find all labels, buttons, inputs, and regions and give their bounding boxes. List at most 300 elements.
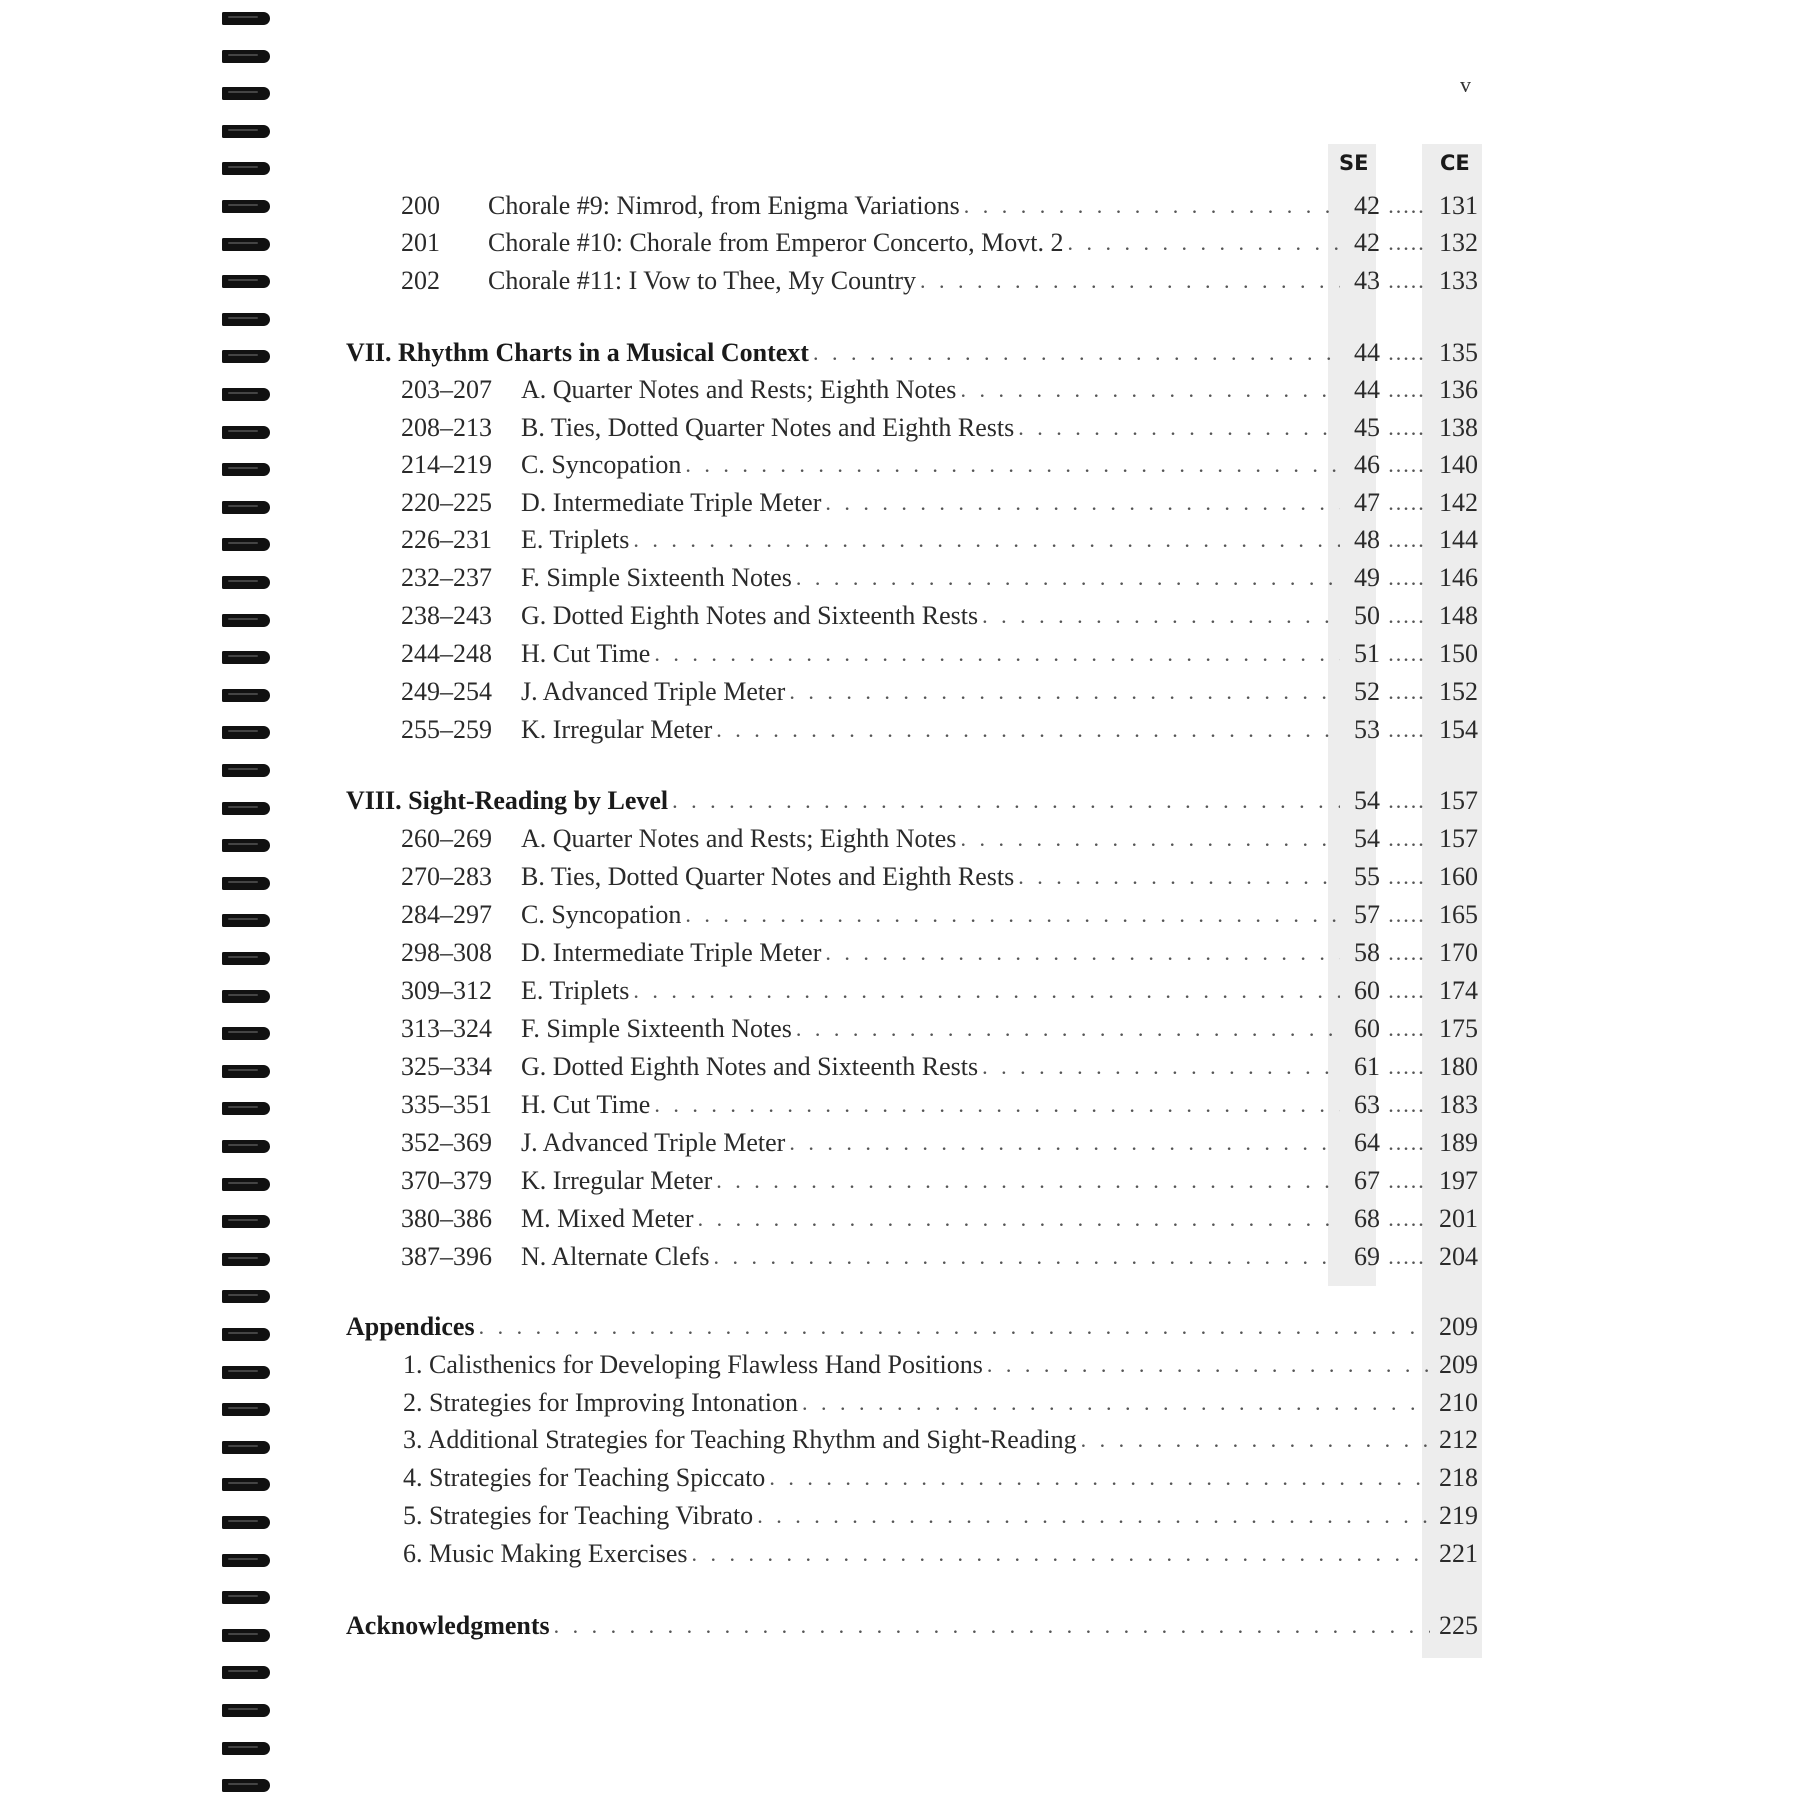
toc-entry-row <box>346 187 1478 225</box>
toc-entry-row <box>346 820 1478 858</box>
se-page: 48 <box>1354 525 1380 554</box>
entry-title: N. Alternate Clefs <box>521 1242 710 1271</box>
toc-entry-row <box>346 224 1478 262</box>
dot-leader <box>716 1162 1340 1200</box>
dot-leader <box>1018 409 1340 447</box>
binding-coil <box>222 350 270 363</box>
entry-title: 4. Strategies for Teaching Spiccato <box>403 1463 766 1492</box>
entry-title: J. Advanced Triple Meter <box>521 1128 786 1157</box>
section-title: Acknowledgments <box>346 1611 550 1640</box>
binding-coil <box>222 1704 270 1717</box>
dot-leader <box>825 484 1340 522</box>
entry-title: 1. Calisthenics for Developing Flawless Hand Positions <box>403 1350 983 1379</box>
entry-number: 220–225 <box>401 488 492 517</box>
entry-title: B. Ties, Dotted Quarter Notes and Eighth Rests <box>521 413 1015 442</box>
binding-coil <box>222 87 270 100</box>
se-page: 42 <box>1354 228 1380 257</box>
entry-line <box>488 224 1478 262</box>
dot-leader <box>796 559 1340 597</box>
entry-line <box>403 1459 1478 1497</box>
toc-entry-row <box>346 1346 1478 1384</box>
entry-title: B. Ties, Dotted Quarter Notes and Eighth Rests <box>521 862 1015 891</box>
entry-number: 255–259 <box>401 715 492 744</box>
entry-number: 284–297 <box>401 900 492 929</box>
entry-number: 352–369 <box>401 1128 492 1157</box>
toc-entry-row <box>346 896 1478 934</box>
dot-leader <box>654 635 1340 673</box>
binding-coil <box>222 1215 270 1228</box>
dot-leader <box>479 1308 1430 1346</box>
binding-coil <box>222 990 270 1003</box>
mid-dot-leader: ..... <box>1388 788 1426 813</box>
mid-dot-leader: ..... <box>1388 1016 1426 1041</box>
se-column-header: SE <box>1339 151 1369 175</box>
entry-title: Chorale #10: Chorale from Emperor Concerto, Movt. 2 <box>488 228 1064 257</box>
entry-line <box>403 1497 1478 1535</box>
mid-dot-leader: ..... <box>1388 193 1426 218</box>
entry-line <box>521 1124 1478 1162</box>
ce-page: 133 <box>1439 266 1478 295</box>
se-page: 49 <box>1354 563 1380 592</box>
mid-dot-leader: ..... <box>1388 230 1426 255</box>
entry-number: 387–396 <box>401 1242 492 1271</box>
entry-number: 232–237 <box>401 563 492 592</box>
dot-leader <box>960 820 1340 858</box>
ce-page: 170 <box>1439 938 1478 967</box>
entry-line <box>521 1010 1478 1048</box>
binding-coil <box>222 1102 270 1115</box>
entry-number: 313–324 <box>401 1014 492 1043</box>
entry-line <box>403 1384 1478 1422</box>
se-page: 47 <box>1354 488 1380 517</box>
mid-dot-leader: ..... <box>1388 1092 1426 1117</box>
toc-entry-row <box>346 673 1478 711</box>
entry-title: K. Irregular Meter <box>521 715 713 744</box>
ce-page: 152 <box>1439 677 1478 706</box>
se-page: 58 <box>1354 938 1380 967</box>
toc-entry-row <box>346 934 1478 972</box>
se-page: 60 <box>1354 1014 1380 1043</box>
mid-dot-leader: ..... <box>1388 1206 1426 1231</box>
binding-coil <box>222 1140 270 1153</box>
binding-coil <box>222 1027 270 1040</box>
entry-line <box>403 1346 1478 1384</box>
toc-entry-row <box>346 484 1478 522</box>
binding-coil <box>222 538 270 551</box>
binding-coil <box>222 1629 270 1642</box>
entry-title: G. Dotted Eighth Notes and Sixteenth Rests <box>521 601 979 630</box>
mid-dot-leader: ..... <box>1388 527 1426 552</box>
mid-dot-leader: ..... <box>1388 978 1426 1003</box>
entry-line <box>521 858 1478 896</box>
se-page: 52 <box>1354 677 1380 706</box>
ce-page: 175 <box>1439 1014 1478 1043</box>
entry-number: 370–379 <box>401 1166 492 1195</box>
se-page: 44 <box>1354 375 1380 404</box>
binding-coil <box>222 877 270 890</box>
entry-number: 200 <box>401 191 440 220</box>
se-page: 42 <box>1354 191 1380 220</box>
ce-page: 165 <box>1439 900 1478 929</box>
dot-leader <box>982 597 1340 635</box>
dot-leader <box>716 711 1340 749</box>
toc-entry-row <box>346 409 1478 447</box>
binding-coil <box>222 651 270 664</box>
ce-page: 146 <box>1439 563 1478 592</box>
dot-leader <box>1018 858 1340 896</box>
entry-title: G. Dotted Eighth Notes and Sixteenth Rests <box>521 1052 979 1081</box>
toc-section-row <box>346 1607 1478 1645</box>
binding-coil <box>222 1742 270 1755</box>
binding-coil <box>222 1253 270 1266</box>
entry-line <box>521 597 1478 635</box>
mid-dot-leader: ..... <box>1388 1244 1426 1269</box>
binding-coil <box>222 238 270 251</box>
se-page: 46 <box>1354 450 1380 479</box>
entry-line <box>521 484 1478 522</box>
se-page: 45 <box>1354 413 1380 442</box>
toc-entry-row <box>346 597 1478 635</box>
binding-coil <box>222 426 270 439</box>
mid-dot-leader: ..... <box>1388 940 1426 965</box>
spiral-binding <box>222 0 278 1800</box>
mid-dot-leader: ..... <box>1388 452 1426 477</box>
dot-leader <box>769 1459 1430 1497</box>
dot-leader <box>964 187 1340 225</box>
dot-leader <box>713 1238 1340 1276</box>
entry-title: H. Cut Time <box>521 639 651 668</box>
se-page: 54 <box>1354 824 1380 853</box>
ce-page: 209 <box>1439 1350 1478 1379</box>
entry-line <box>521 371 1478 409</box>
entry-title: A. Quarter Notes and Rests; Eighth Notes <box>521 375 957 404</box>
entry-title: D. Intermediate Triple Meter <box>521 938 822 967</box>
toc-entry-row <box>346 711 1478 749</box>
mid-dot-leader: ..... <box>1388 902 1426 927</box>
binding-coil <box>222 1779 270 1792</box>
entry-title: D. Intermediate Triple Meter <box>521 488 822 517</box>
binding-coil <box>222 1328 270 1341</box>
entry-number: 270–283 <box>401 862 492 891</box>
entry-line <box>521 934 1478 972</box>
entry-line <box>346 782 1478 820</box>
entry-title: C. Syncopation <box>521 450 682 479</box>
toc-entry-row <box>346 1162 1478 1200</box>
se-page: 69 <box>1354 1242 1380 1271</box>
entry-line <box>521 409 1478 447</box>
ce-column-header: CE <box>1440 151 1470 175</box>
entry-title: K. Irregular Meter <box>521 1166 713 1195</box>
ce-page: 197 <box>1439 1166 1478 1195</box>
ce-page: 144 <box>1439 525 1478 554</box>
toc-entry-row <box>346 1384 1478 1422</box>
mid-dot-leader: ..... <box>1388 603 1426 628</box>
page-number: v <box>1460 72 1471 97</box>
mid-dot-leader: ..... <box>1388 340 1426 365</box>
ce-page: 132 <box>1439 228 1478 257</box>
dot-leader <box>672 782 1340 820</box>
toc-entry-row <box>346 1497 1478 1535</box>
ce-page: 180 <box>1439 1052 1478 1081</box>
mid-dot-leader: ..... <box>1388 826 1426 851</box>
binding-coil <box>222 125 270 138</box>
entry-title: J. Advanced Triple Meter <box>521 677 786 706</box>
ce-page: 142 <box>1439 488 1478 517</box>
entry-line <box>521 972 1478 1010</box>
entry-number: 260–269 <box>401 824 492 853</box>
entry-title: 3. Additional Strategies for Teaching Rhythm and Sight-Reading <box>403 1425 1077 1454</box>
binding-coil <box>222 1178 270 1191</box>
dot-leader <box>825 934 1340 972</box>
ce-page: 157 <box>1439 824 1478 853</box>
toc-entry-row <box>346 972 1478 1010</box>
binding-coil <box>222 501 270 514</box>
toc-entry-row <box>346 1238 1478 1276</box>
binding-coil <box>222 1441 270 1454</box>
toc-entry-row <box>346 635 1478 673</box>
binding-coil <box>222 726 270 739</box>
entry-number: 298–308 <box>401 938 492 967</box>
se-page: 55 <box>1354 862 1380 891</box>
binding-coil <box>222 1065 270 1078</box>
ce-page: 212 <box>1439 1425 1478 1454</box>
entry-number: 238–243 <box>401 601 492 630</box>
mid-dot-leader: ..... <box>1388 268 1426 293</box>
entry-title: Chorale #11: I Vow to Thee, My Country <box>488 266 917 295</box>
section-title: Appendices <box>346 1312 475 1341</box>
entry-line <box>521 1162 1478 1200</box>
ce-page: 209 <box>1439 1312 1478 1341</box>
entry-line <box>521 673 1478 711</box>
entry-line <box>346 334 1478 372</box>
entry-title: H. Cut Time <box>521 1090 651 1119</box>
entry-line <box>521 1200 1478 1238</box>
dot-leader <box>692 1535 1430 1573</box>
ce-page: 174 <box>1439 976 1478 1005</box>
entry-title: M. Mixed Meter <box>521 1204 694 1233</box>
ce-page: 183 <box>1439 1090 1478 1119</box>
entry-number: 244–248 <box>401 639 492 668</box>
ce-page: 150 <box>1439 639 1478 668</box>
toc-entry-row <box>346 1459 1478 1497</box>
toc-entry-row <box>346 1086 1478 1124</box>
se-page: 57 <box>1354 900 1380 929</box>
entry-title: F. Simple Sixteenth Notes <box>521 1014 792 1043</box>
entry-line <box>346 1607 1478 1645</box>
entry-number: 380–386 <box>401 1204 492 1233</box>
entry-number: 325–334 <box>401 1052 492 1081</box>
dot-leader <box>633 521 1340 559</box>
binding-coil <box>222 1666 270 1679</box>
dot-leader <box>1067 224 1340 262</box>
dot-leader <box>633 972 1340 1010</box>
dot-leader <box>982 1048 1340 1086</box>
se-page: 64 <box>1354 1128 1380 1157</box>
se-page: 60 <box>1354 976 1380 1005</box>
binding-coil <box>222 388 270 401</box>
entry-title: 5. Strategies for Teaching Vibrato <box>403 1501 754 1530</box>
mid-dot-leader: ..... <box>1388 717 1426 742</box>
binding-coil <box>222 313 270 326</box>
toc-section-row <box>346 1308 1478 1346</box>
dot-leader <box>757 1497 1430 1535</box>
mid-dot-leader: ..... <box>1388 864 1426 889</box>
mid-dot-leader: ..... <box>1388 490 1426 515</box>
binding-coil <box>222 1516 270 1529</box>
mid-dot-leader: ..... <box>1388 377 1426 402</box>
toc-entry-row <box>346 1421 1478 1459</box>
dot-leader <box>796 1010 1340 1048</box>
binding-coil <box>222 1403 270 1416</box>
entry-number: 309–312 <box>401 976 492 1005</box>
entry-line <box>521 559 1478 597</box>
entry-title: C. Syncopation <box>521 900 682 929</box>
ce-page: 210 <box>1439 1388 1478 1417</box>
toc-section-row <box>346 782 1478 820</box>
se-page: 63 <box>1354 1090 1380 1119</box>
entry-line <box>403 1421 1478 1459</box>
entry-line <box>521 1086 1478 1124</box>
se-page: 54 <box>1354 786 1380 815</box>
binding-coil <box>222 1366 270 1379</box>
entry-line <box>521 1048 1478 1086</box>
entry-line <box>521 711 1478 749</box>
entry-number: 202 <box>401 266 440 295</box>
toc-entry-row <box>346 559 1478 597</box>
binding-coil <box>222 1478 270 1491</box>
toc-entry-row <box>346 1048 1478 1086</box>
entry-line <box>521 896 1478 934</box>
toc-section-row <box>346 334 1478 372</box>
dot-leader <box>789 1124 1340 1162</box>
binding-coil <box>222 1591 270 1604</box>
mid-dot-leader: ..... <box>1388 415 1426 440</box>
entry-title: E. Triplets <box>521 976 630 1005</box>
binding-coil <box>222 1290 270 1303</box>
dot-leader <box>920 262 1340 300</box>
binding-coil <box>222 689 270 702</box>
ce-page: 157 <box>1439 786 1478 815</box>
se-page: 61 <box>1354 1052 1380 1081</box>
dot-leader <box>698 1200 1340 1238</box>
mid-dot-leader: ..... <box>1388 1168 1426 1193</box>
binding-coil <box>222 275 270 288</box>
ce-page: 154 <box>1439 715 1478 744</box>
entry-title: Chorale #9: Nimrod, from Enigma Variations <box>488 191 960 220</box>
dot-leader <box>960 371 1340 409</box>
binding-coil <box>222 50 270 63</box>
toc-entry-row <box>346 858 1478 896</box>
binding-coil <box>222 802 270 815</box>
dot-leader <box>813 334 1340 372</box>
se-page: 43 <box>1354 266 1380 295</box>
dot-leader <box>685 446 1340 484</box>
entry-number: 208–213 <box>401 413 492 442</box>
section-title: VIII. Sight-Reading by Level <box>346 786 669 815</box>
toc-entry-row <box>346 446 1478 484</box>
se-page: 51 <box>1354 639 1380 668</box>
dot-leader <box>802 1384 1430 1422</box>
section-title: VII. Rhythm Charts in a Musical Context <box>346 338 809 367</box>
ce-page: 221 <box>1439 1539 1478 1568</box>
mid-dot-leader: ..... <box>1388 1054 1426 1079</box>
entry-title: F. Simple Sixteenth Notes <box>521 563 792 592</box>
ce-page: 140 <box>1439 450 1478 479</box>
binding-coil <box>222 839 270 852</box>
ce-page: 160 <box>1439 862 1478 891</box>
se-page: 67 <box>1354 1166 1380 1195</box>
entry-title: E. Triplets <box>521 525 630 554</box>
entry-number: 214–219 <box>401 450 492 479</box>
binding-coil <box>222 463 270 476</box>
dot-leader <box>1081 1421 1430 1459</box>
ce-page: 204 <box>1439 1242 1478 1271</box>
dot-leader <box>554 1607 1430 1645</box>
ce-page: 131 <box>1439 191 1478 220</box>
toc-entry-row <box>346 262 1478 300</box>
toc-entry-row <box>346 1010 1478 1048</box>
entry-line <box>521 820 1478 858</box>
mid-dot-leader: ..... <box>1388 565 1426 590</box>
mid-dot-leader: ..... <box>1388 679 1426 704</box>
se-page: 53 <box>1354 715 1380 744</box>
ce-page: 189 <box>1439 1128 1478 1157</box>
toc-entry-row <box>346 1124 1478 1162</box>
se-page: 50 <box>1354 601 1380 630</box>
mid-dot-leader: ..... <box>1388 641 1426 666</box>
entry-line <box>346 1308 1478 1346</box>
ce-page: 136 <box>1439 375 1478 404</box>
entry-title: 6. Music Making Exercises <box>403 1539 688 1568</box>
toc-entry-row <box>346 521 1478 559</box>
binding-coil <box>222 952 270 965</box>
binding-coil <box>222 576 270 589</box>
ce-page: 225 <box>1439 1611 1478 1640</box>
entry-line <box>521 1238 1478 1276</box>
mid-dot-leader: ..... <box>1388 1130 1426 1155</box>
binding-coil <box>222 764 270 777</box>
ce-page: 218 <box>1439 1463 1478 1492</box>
binding-coil <box>222 614 270 627</box>
entry-number: 249–254 <box>401 677 492 706</box>
entry-number: 201 <box>401 228 440 257</box>
dot-leader <box>987 1346 1430 1384</box>
entry-number: 335–351 <box>401 1090 492 1119</box>
entry-line <box>521 446 1478 484</box>
ce-page: 148 <box>1439 601 1478 630</box>
ce-page: 138 <box>1439 413 1478 442</box>
se-page: 44 <box>1354 338 1380 367</box>
entry-title: A. Quarter Notes and Rests; Eighth Notes <box>521 824 957 853</box>
dot-leader <box>685 896 1340 934</box>
se-page: 68 <box>1354 1204 1380 1233</box>
toc-entry-row <box>346 371 1478 409</box>
entry-line <box>488 262 1478 300</box>
ce-page: 219 <box>1439 1501 1478 1530</box>
binding-coil <box>222 162 270 175</box>
ce-page: 135 <box>1439 338 1478 367</box>
dot-leader <box>789 673 1340 711</box>
entry-line <box>521 635 1478 673</box>
entry-number: 226–231 <box>401 525 492 554</box>
dot-leader <box>654 1086 1340 1124</box>
binding-coil <box>222 914 270 927</box>
entry-line <box>521 521 1478 559</box>
entry-title: 2. Strategies for Improving Intonation <box>403 1388 798 1417</box>
entry-number: 203–207 <box>401 375 492 404</box>
entry-line <box>488 187 1478 225</box>
binding-coil <box>222 1554 270 1567</box>
